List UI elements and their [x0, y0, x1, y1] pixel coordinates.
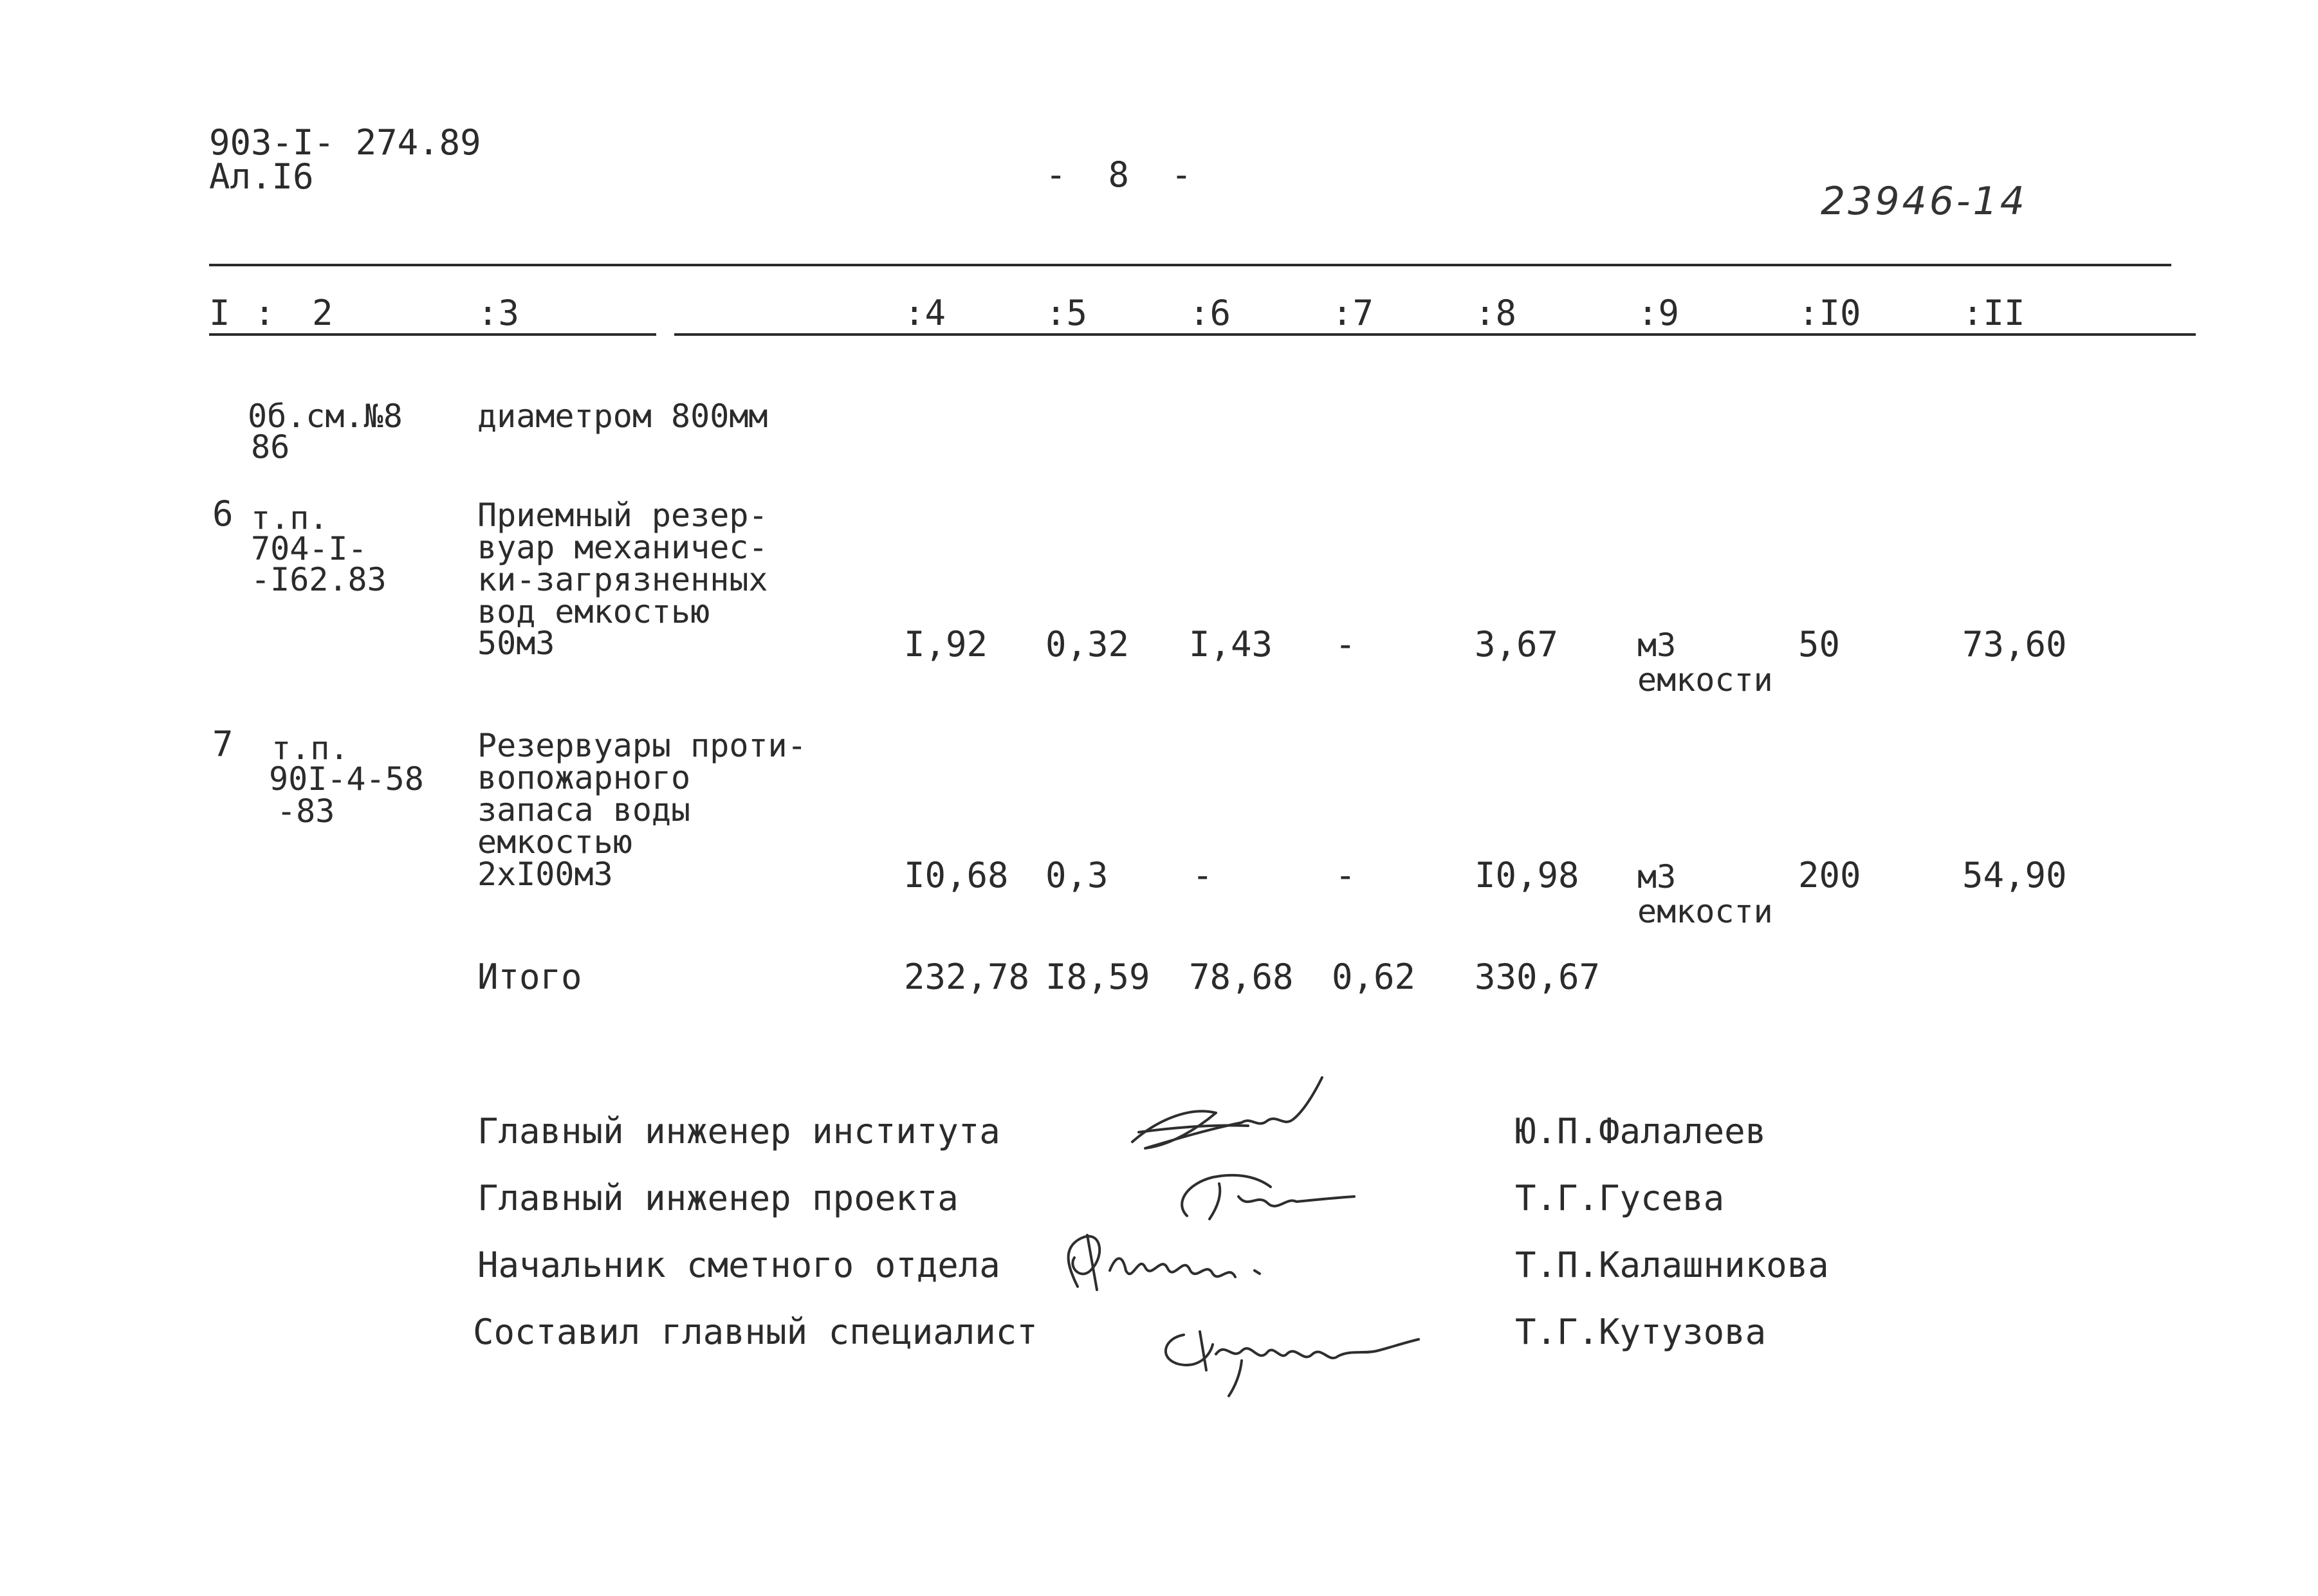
row-6-col-7: -: [1335, 624, 1356, 665]
total-label: Итого: [477, 957, 582, 997]
row-7-col-6: -: [1192, 855, 1213, 895]
signature-name-1: Ю.П.Фалалеев: [1515, 1111, 1767, 1151]
col-heading-6: :6: [1189, 293, 1231, 333]
signature-name-4: Т.Г.Кутузова: [1515, 1312, 1767, 1352]
row-6-col-6: I,43: [1189, 624, 1273, 665]
row-6-col-10: 50: [1798, 624, 1841, 665]
row-6-name-line-2: вуар механичес-: [477, 529, 768, 566]
row-6-name-line-3: ки-загрязненных: [477, 561, 768, 598]
row-6-col-4: I,92: [904, 624, 988, 665]
signature-scribble-3: [1042, 1209, 1287, 1299]
row-6-name-line-4: вод емкостью: [477, 593, 710, 630]
col-heading-2: 2: [312, 293, 333, 333]
document-number: 903-I- 274.89: [209, 122, 481, 163]
row-7-col-10: 200: [1798, 855, 1861, 895]
row-7-name-line-3: запаса воды: [477, 791, 691, 829]
row-7-unit-line-2: емкости: [1637, 893, 1773, 930]
signature-scribble-1: [1119, 1068, 1338, 1164]
row-7-name-line-1: Резервуары проти-: [477, 727, 807, 764]
row-6-ref-line-3: -I62.83: [251, 561, 387, 598]
row-7-ref-line-1: т.п.: [271, 729, 349, 767]
table-header-rule-right: [674, 333, 2196, 336]
signature-title-head-estimate-dept: Начальник сметного отдела: [477, 1245, 1000, 1285]
col-heading-1: I: [209, 293, 230, 333]
row-6-col-8: 3,67: [1475, 624, 1559, 665]
row-7-name-line-2: вопожарного: [477, 759, 691, 796]
row-0-ref-line-2: 86: [251, 428, 290, 466]
row-6-col-5: 0,32: [1045, 624, 1130, 665]
table-top-rule: [209, 264, 2171, 266]
row-7-ref-line-3: -83: [277, 793, 335, 830]
signature-title-chief-engineer-project: Главный инженер проекта: [477, 1178, 959, 1218]
row-6-col-11: 73,60: [1962, 624, 2067, 665]
signature-title-compiled-by: Составил главный специалист: [473, 1312, 1038, 1352]
row-7-number: 7: [212, 724, 234, 764]
row-7-col-7: -: [1335, 855, 1356, 895]
signature-name-3: Т.П.Калашникова: [1515, 1245, 1829, 1285]
row-7-col-5: 0,3: [1045, 855, 1108, 895]
col-heading-5: :5: [1045, 293, 1088, 333]
row-0-name-line-1: диаметром 800мм: [477, 398, 768, 435]
row-7-name-line-4: емкостью: [477, 823, 632, 861]
col-heading-8: :8: [1475, 293, 1517, 333]
col-heading-sep: :: [254, 293, 275, 333]
total-col-4: 232,78: [904, 957, 1030, 997]
col-heading-10: :I0: [1798, 293, 1861, 333]
row-7-col-11: 54,90: [1962, 855, 2067, 895]
col-heading-7: :7: [1332, 293, 1374, 333]
row-7-col-4: I0,68: [904, 855, 1009, 895]
row-6-ref-line-1: т.п.: [251, 499, 329, 537]
page-number: - 8 -: [1045, 154, 1192, 195]
row-7-col-8: I0,98: [1475, 855, 1579, 895]
row-7-ref-line-2: 90I-4-58: [269, 760, 424, 798]
col-heading-4: :4: [904, 293, 946, 333]
sheet-label: Ал.I6: [209, 156, 314, 197]
signature-title-chief-engineer-institute: Главный инженер института: [477, 1111, 1000, 1151]
row-6-number: 6: [212, 493, 234, 534]
row-6-name-line-5: 50м3: [477, 625, 555, 662]
row-6-unit-line-2: емкости: [1637, 661, 1773, 699]
row-0-ref-line-1: 0б.см.№8: [248, 398, 403, 435]
total-col-6: 78,68: [1189, 957, 1294, 997]
total-col-5: I8,59: [1045, 957, 1150, 997]
row-6-ref-line-2: 704-I-: [251, 530, 367, 567]
row-7-name-line-5: 2хI00м3: [477, 856, 613, 893]
total-col-8: 330,67: [1475, 957, 1601, 997]
total-col-7: 0,62: [1332, 957, 1416, 997]
handwritten-number: 23946-14: [1821, 179, 2027, 224]
row-7-unit-line-1: м3: [1637, 858, 1677, 895]
signature-name-2: Т.Г.Гусева: [1515, 1178, 1725, 1218]
table-header-rule-left: [209, 333, 656, 336]
col-heading-3: :3: [477, 293, 520, 333]
col-heading-9: :9: [1637, 293, 1680, 333]
signature-scribble-4: [1145, 1299, 1435, 1402]
col-heading-11: :II: [1962, 293, 2025, 333]
row-6-name-line-1: Приемный резер-: [477, 497, 768, 534]
row-6-unit-line-1: м3: [1637, 627, 1677, 664]
